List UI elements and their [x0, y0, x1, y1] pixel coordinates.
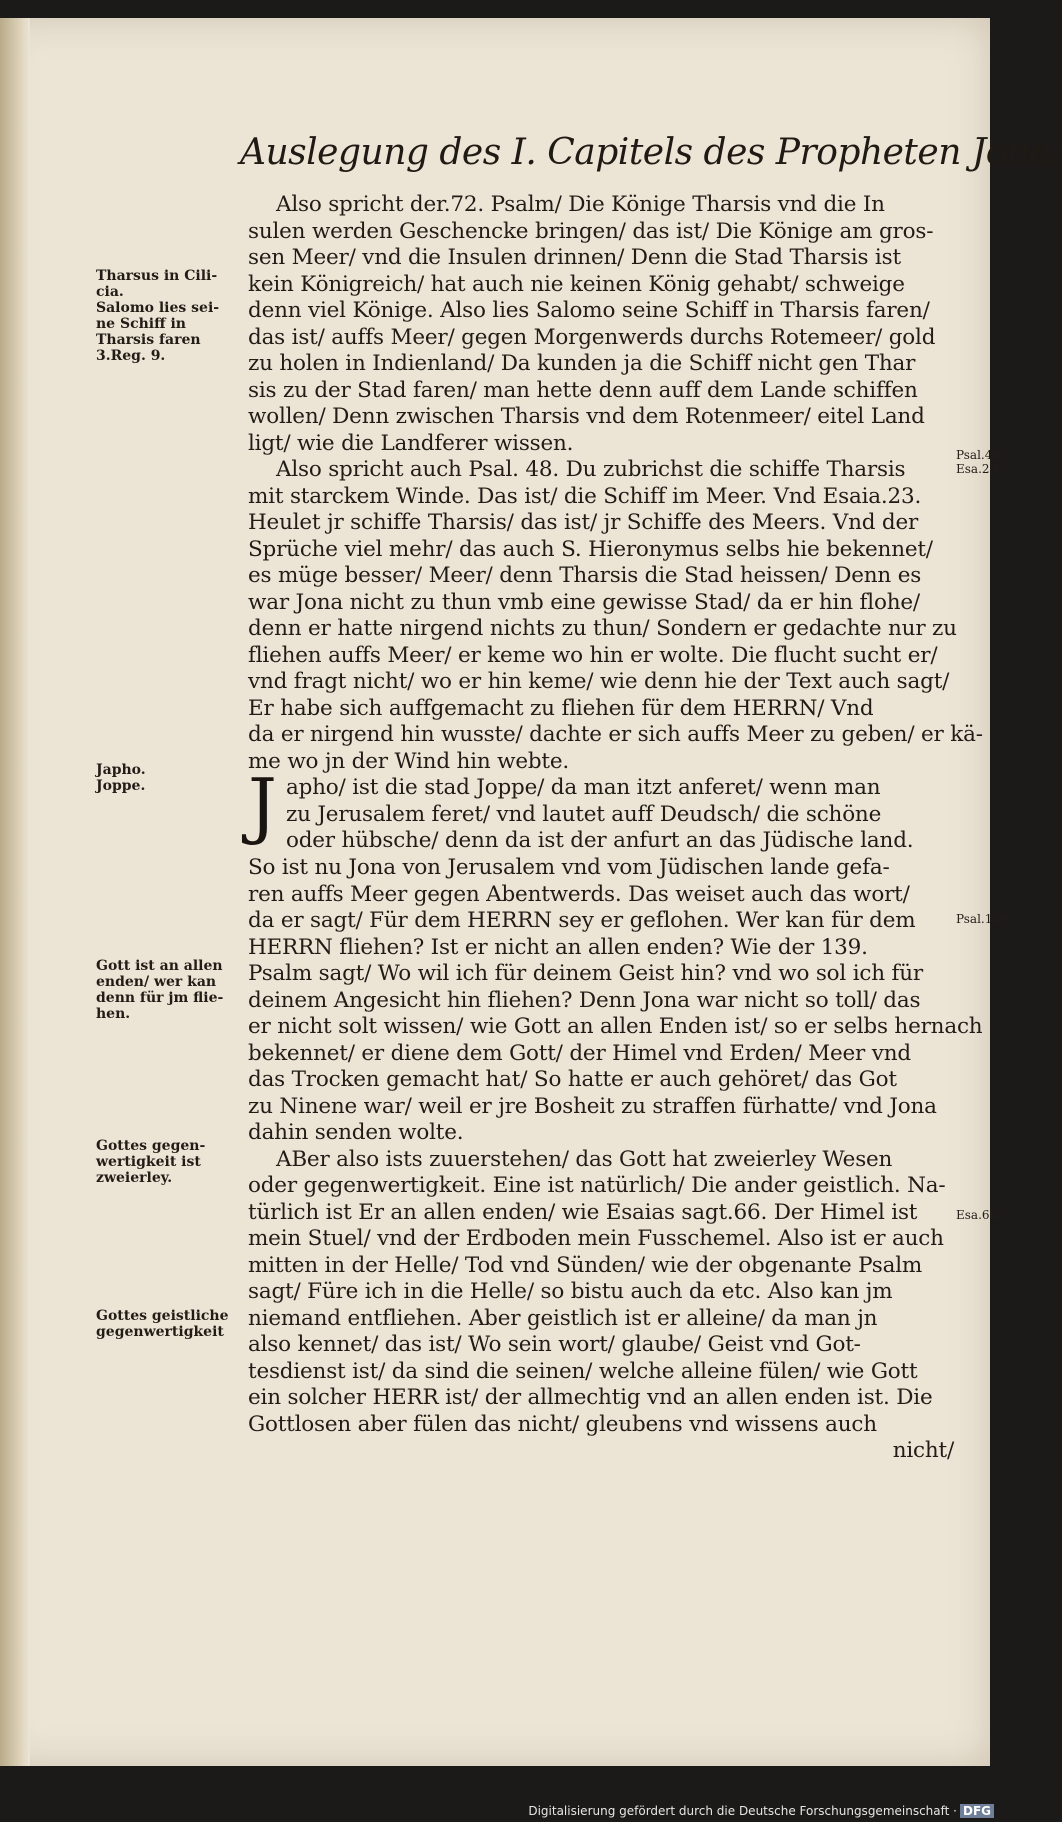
- text-line: denn viel Könige. Also lies Salomo seine Schiff in Tharsis faren/: [248, 298, 930, 323]
- text-line: war Jona nicht zu thun vmb eine gewisse Stad/ da er hin flohe/: [248, 589, 920, 615]
- margin-note-line: Tharsus in Cili-: [96, 268, 218, 284]
- text-line: da er nirgend hin wusste/ dachte er sich auffs Meer zu geben/ er kä-: [248, 722, 983, 747]
- text-line: da er sagt/ Für dem HERRN sey er geflohen. Wer kan für dem: [248, 908, 916, 933]
- text-line: kein Königreich/ hat auch nie keinen König gehabt/ schweige: [248, 271, 905, 297]
- text-line: wollen/ Denn zwischen Tharsis vnd dem Rotenmeer/ eitel Land: [248, 404, 925, 429]
- text-line: das Trocken gemacht hat/ So hatte er auch gehöret/ das Got: [248, 1067, 897, 1092]
- margin-ref-psal139: [956, 912, 1012, 926]
- margin-note-line: Tharsis faren: [96, 332, 201, 348]
- text-line: bekennet/ er diene dem Gott/ der Himel vnd Erden/ Meer vnd: [248, 1040, 911, 1066]
- text-line: sulen werden Geschencke bringen/ das ist/ Die Könige am gros-: [248, 218, 934, 244]
- margin-note-line: Gottes geistliche: [96, 1308, 229, 1324]
- margin-note-line: hen.: [96, 1006, 131, 1022]
- text-line: mitten in der Helle/ Tod vnd Sünden/ wie der obgenante Psalm: [248, 1252, 923, 1278]
- book-binding: [0, 18, 30, 1766]
- text-line: denn er hatte nirgend nichts zu thun/ Sondern er gedachte nur zu: [248, 616, 957, 641]
- margin-note-line: gegenwertigkeit: [96, 1324, 224, 1340]
- text-line: Also spricht auch Psal. 48. Du zubrichst die schiffe Tharsis: [276, 457, 906, 482]
- paragraph-1: [248, 192, 954, 457]
- margin-note-line: denn für jm flie-: [96, 990, 224, 1006]
- margin-note-gott-allen-enden: [96, 958, 246, 1022]
- dfg-logo: DFG: [960, 1804, 994, 1818]
- paragraph-4: [248, 1147, 954, 1439]
- margin-note-line: Esa.66.: [956, 1208, 1001, 1222]
- paragraph-3: [248, 855, 983, 1147]
- margin-note-line: Joppe.: [96, 778, 146, 794]
- margin-note-line: Japho.: [96, 762, 146, 778]
- margin-note-line: cia.: [96, 284, 124, 300]
- footer-text: Digitalisierung gefördert durch die Deutsche Forschungsgemeinschaft ·: [528, 1804, 957, 1818]
- text-line: also kennet/ das ist/ Wo sein wort/ glaube/ Geist vnd Got-: [248, 1332, 861, 1357]
- text-line: zu Ninene war/ weil er jre Bosheit zu straffen fürhatte/ vnd Jona: [248, 1093, 937, 1119]
- text-line: sagt/ Füre ich in die Helle/ so bistu auch da etc. Also kan jm: [248, 1279, 893, 1304]
- paragraph-3-opening: [248, 763, 954, 855]
- text-line: niemand entfliehen. Aber geistlich ist er alleine/ da man jn: [248, 1305, 878, 1331]
- margin-note-line: Psal.139.: [956, 912, 1012, 926]
- text-line: Gottlosen aber fülen das nicht/ gleubens vnd wissens auch: [248, 1411, 877, 1437]
- text-line: HERRN fliehen? Ist er nicht an allen enden? Wie der 139.: [248, 934, 868, 960]
- margin-ref-psal48: [956, 448, 1004, 476]
- text-line: apho/ ist die stad Joppe/ da man itzt anferet/ wenn man: [285, 775, 881, 800]
- text-line: Er habe sich auffgemacht zu fliehen für dem HERRN/ Vnd: [248, 695, 874, 721]
- text-line: mein Stuel/ vnd der Erdboden mein Fusschemel. Also ist er auch: [248, 1226, 944, 1251]
- text-line: me wo jn der Wind hin webte.: [248, 748, 570, 774]
- text-line: deinem Angesicht hin fliehen? Denn Jona war nicht so toll/ das: [248, 987, 921, 1013]
- margin-note-line: Salomo lies sei-: [96, 300, 220, 316]
- text-line: sen Meer/ vnd die Insulen drinnen/ Denn die Stad Tharsis ist: [248, 245, 901, 270]
- text-line: ein solcher HERR ist/ der allmechtig vnd an allen enden ist. Die: [248, 1385, 933, 1410]
- drop-cap: J: [248, 763, 277, 847]
- footer-credit: [528, 1804, 994, 1818]
- text-line: vnd fragt nicht/ wo er hin keme/ wie denn hie der Text auch sagt/: [248, 669, 950, 694]
- text-line: Psalm sagt/ Wo wil ich für deinem Geist hin? vnd wo sol ich für: [248, 961, 924, 986]
- margin-note-line: zweierley.: [96, 1170, 173, 1186]
- text-line: zu Jerusalem feret/ vnd lautet auff Deudsch/ die schöne: [285, 801, 882, 827]
- margin-note-line: Psal.48.: [956, 448, 1004, 462]
- drop-cap-lines: [286, 775, 913, 855]
- margin-note-japho: [96, 762, 246, 794]
- text-line: türlich ist Er an allen enden/ wie Esaias sagt.66. Der Himel ist: [248, 1199, 918, 1225]
- text-line: ren auffs Meer gegen Abentwerds. Das weiset auch das wort/: [248, 881, 910, 907]
- text-line: tesdienst ist/ da sind die seinen/ welche alleine fülen/ wie Gott: [248, 1358, 918, 1384]
- text-line: oder hübsche/ denn da ist der anfurt an das Jüdische land.: [285, 828, 914, 853]
- text-line: ABer also ists zuuerstehen/ das Gott hat zweierley Wesen: [276, 1146, 893, 1172]
- margin-note-geistliche: [96, 1308, 246, 1340]
- margin-note-line: wertigkeit ist: [96, 1154, 201, 1170]
- margin-note-line: enden/ wer kan: [96, 974, 217, 990]
- text-line: So ist nu Jona von Jerusalem vnd vom Jüdischen lande gefa-: [248, 855, 890, 880]
- margin-note-line: Gottes gegen-: [96, 1138, 206, 1154]
- text-line: das ist/ auffs Meer/ gegen Morgenwerds durchs Rotemeer/ gold: [248, 324, 936, 350]
- text-line: zu holen in Indienland/ Da kunden ja die Schiff nicht gen Thar: [248, 351, 916, 376]
- margin-ref-esa66: [956, 1208, 1001, 1222]
- margin-note-line: 3.Reg. 9.: [96, 348, 166, 364]
- page-header: Auslegung des I. Capitels des Propheten Jona/: [240, 132, 1062, 173]
- text-line: oder gegenwertigkeit. Eine ist natürlich/ Die ander geistlich. Na-: [248, 1173, 946, 1198]
- margin-note-tharsus: [96, 268, 246, 364]
- margin-note-line: Esa.23.: [956, 462, 1001, 476]
- text-line: dahin senden wolte.: [248, 1120, 464, 1145]
- text-line: mit starckem Winde. Das ist/ die Schiff im Meer. Vnd Esaia.23.: [248, 483, 922, 509]
- margin-note-line: ne Schiff in: [96, 316, 186, 332]
- margin-note-line: Gott ist an allen: [96, 958, 223, 974]
- text-line: Sprüche viel mehr/ das auch S. Hieronymus selbs hie bekennet/: [248, 536, 933, 562]
- text-line: ligt/ wie die Landferer wissen.: [248, 430, 574, 456]
- catchword: nicht/: [892, 1438, 954, 1463]
- margin-note-zweierley: [96, 1138, 246, 1186]
- text-line: es müge besser/ Meer/ denn Tharsis die Stad heissen/ Denn es: [248, 563, 922, 588]
- text-line: sis zu der Stad faren/ man hette denn auff dem Lande schiffen: [248, 377, 918, 403]
- text-line: fliehen auffs Meer/ er keme wo hin er wolte. Die flucht sucht er/: [248, 642, 938, 668]
- text-line: er nicht solt wissen/ wie Gott an allen Enden ist/ so er selbs hernach: [248, 1014, 983, 1039]
- text-line: Heulet jr schiffe Tharsis/ das ist/ jr Schiffe des Meers. Vnd der: [248, 510, 919, 535]
- text-line: Also spricht der.72. Psalm/ Die Könige Tharsis vnd die In: [276, 192, 885, 217]
